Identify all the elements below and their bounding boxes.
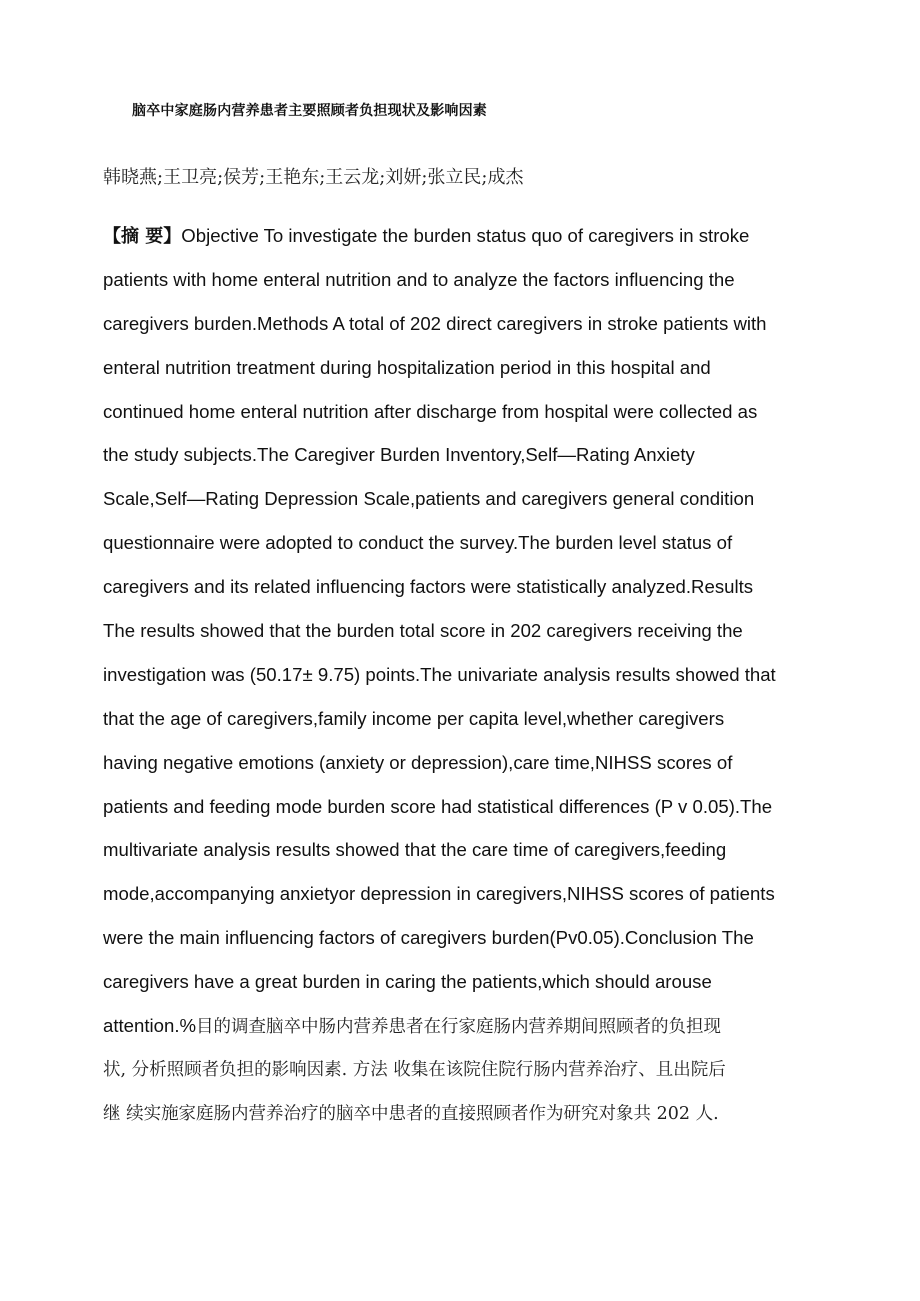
abstract-line: caregivers and its related influencing factors were statistically analyzed.Results [103,576,754,598]
author-list: 韩晓燕;王卫亮;侯芳;王艳东;王云龙;刘妍;张立民;成杰 [103,167,524,188]
abstract-text-en: attention.% [103,1015,197,1037]
abstract-line-cn: 继 续实施家庭肠内营养治疗的脑卒中患者的直接照顾者作为研究对象共 202 人. [103,1103,719,1124]
abstract-text: Objective To investigate the burden status quo of caregivers in stroke [181,225,750,246]
abstract-line: patients and feeding mode burden score had statistical differences (P v 0.05).The [103,795,773,817]
paper-title: 脑卒中家庭肠内营养患者主要照顾者负担现状及影响因素 [132,103,487,119]
abstract-line: caregivers burden.Methods A total of 202 direct caregivers in stroke patients with [103,312,767,334]
abstract-line: questionnaire were adopted to conduct the survey.The burden level status of [103,532,733,554]
abstract-line: enteral nutrition treatment during hospitalization period in this hospital and [103,356,711,378]
abstract-line: that the age of caregivers,family income per capita level,whether caregivers [103,707,725,729]
abstract-line: caregivers have a great burden in caring the patients,which should arouse [103,971,712,993]
abstract-line: patients with home enteral nutrition and to analyze the factors influencing the [103,268,735,290]
abstract-line: mode,accompanying anxietyor depression in caregivers,NIHSS scores of patients [103,883,775,905]
abstract-text-cn: 目的调查脑卒中肠内营养患者在行家庭肠内营养期间照顾者的负担现 [196,1017,722,1038]
abstract-line-cn: 状, 分析照顾者负担的影响因素. 方法 收集在该院住院行肠内营养治疗、且出院后 [103,1059,726,1080]
abstract-line: having negative emotions (anxiety or depression),care time,NIHSS scores of [103,751,733,773]
abstract-line-mixed [103,1012,833,1056]
abstract-line [103,222,833,266]
abstract-line: The results showed that the burden total score in 202 caregivers receiving the [103,620,743,642]
abstract-line: were the main influencing factors of caregivers burden(Pv0.05).Conclusion The [103,927,754,949]
abstract-line: Scale,Self—Rating Depression Scale,patients and caregivers general condition [103,488,755,510]
abstract-line: investigation was (50.17± 9.75) points.The univariate analysis results showed that [103,663,776,685]
abstract-line: continued home enteral nutrition after discharge from hospital were collected as [103,400,758,422]
abstract-line: multivariate analysis results showed that the care time of caregivers,feeding [103,839,727,861]
abstract-line: the study subjects.The Caregiver Burden Inventory,Self—Rating Anxiety [103,444,695,466]
abstract [103,222,833,1144]
abstract-label: 【摘 要】 [103,226,182,247]
